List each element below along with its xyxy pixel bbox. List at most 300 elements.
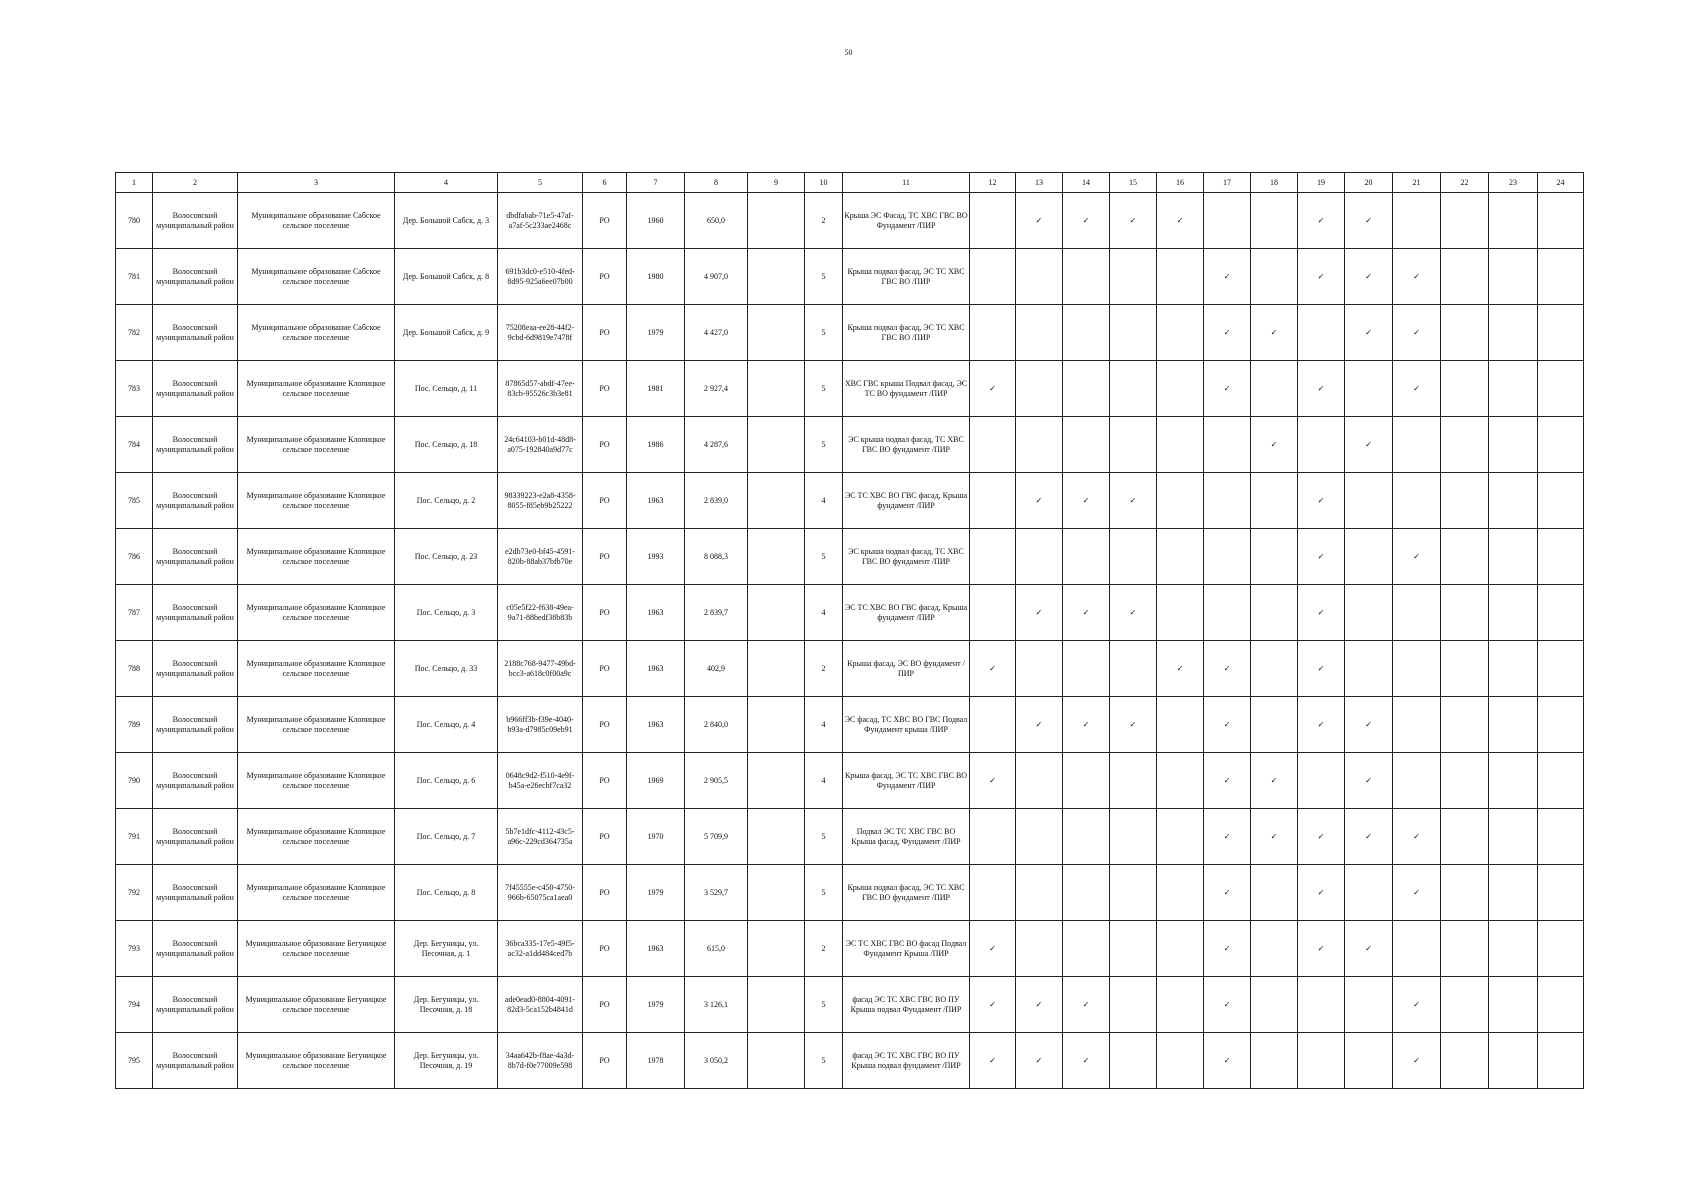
- check-mark-icon: ✓: [1063, 1033, 1110, 1089]
- floors-cell: 5: [805, 865, 843, 921]
- empty-cell: [1538, 305, 1584, 361]
- page-number: 50: [844, 48, 853, 57]
- empty-cell: [1063, 249, 1110, 305]
- empty-cell: [1345, 641, 1393, 697]
- check-mark-icon: ✓: [1298, 361, 1345, 417]
- check-mark-icon: ✓: [970, 1033, 1016, 1089]
- empty-cell: [1538, 361, 1584, 417]
- year-cell: 1986: [627, 417, 685, 473]
- district-cell: Волосовский муниципальный район: [153, 753, 238, 809]
- check-mark-icon: ✓: [1251, 305, 1298, 361]
- empty-cell: [1251, 921, 1298, 977]
- empty-cell: [1489, 865, 1538, 921]
- empty-cell: [1441, 473, 1489, 529]
- column-number: 20: [1345, 173, 1393, 193]
- empty-cell: [1441, 417, 1489, 473]
- district-cell: Волосовский муниципальный район: [153, 249, 238, 305]
- empty-cell: [1345, 473, 1393, 529]
- empty-cell: [1016, 305, 1063, 361]
- empty-cell: [970, 585, 1016, 641]
- type-cell: РО: [583, 193, 627, 249]
- table-row: [116, 865, 1584, 921]
- address-cell: Пос. Сельцо, д. 11: [395, 361, 498, 417]
- municipality-cell: Муниципальное образование Клопицкое сельское поселение: [238, 865, 395, 921]
- empty-cell: [1110, 305, 1157, 361]
- guid-cell: 2188c768-9477-49bd-bcc3-a618c0f00a9c: [498, 641, 583, 697]
- works-cell: фасад ЭС ТС ХВС ГВС ВО ПУ Крыша подвал фундамент /ПИР: [843, 1033, 970, 1089]
- empty-cell: [1157, 249, 1204, 305]
- year-cell: 1980: [627, 249, 685, 305]
- empty-cell: [1441, 1033, 1489, 1089]
- empty-cell: [1016, 361, 1063, 417]
- type-cell: РО: [583, 697, 627, 753]
- register-table: [115, 172, 1584, 1089]
- check-mark-icon: ✓: [1251, 753, 1298, 809]
- empty-cell: [1393, 473, 1441, 529]
- empty-cell: [1251, 529, 1298, 585]
- empty-cell: [1345, 977, 1393, 1033]
- empty-cell: [1489, 193, 1538, 249]
- table-row: [116, 753, 1584, 809]
- empty-cell: [1393, 193, 1441, 249]
- empty-cell: [1489, 753, 1538, 809]
- empty-cell: [1489, 417, 1538, 473]
- check-mark-icon: ✓: [1298, 865, 1345, 921]
- empty-cell: [1204, 529, 1251, 585]
- table-row: [116, 641, 1584, 697]
- empty-cell: [970, 529, 1016, 585]
- empty-cell: [970, 697, 1016, 753]
- address-cell: Дер. Большой Сабск, д. 9: [395, 305, 498, 361]
- empty-cell: [970, 193, 1016, 249]
- check-mark-icon: ✓: [1204, 697, 1251, 753]
- column-number: 21: [1393, 173, 1441, 193]
- works-cell: ЭС крыша подвал фасад, ТС ХВС ГВС ВО фундамент /ПИР: [843, 417, 970, 473]
- empty-cell: [1016, 529, 1063, 585]
- empty-cell: [1251, 641, 1298, 697]
- floors-cell: 4: [805, 473, 843, 529]
- check-mark-icon: ✓: [1204, 921, 1251, 977]
- check-mark-icon: ✓: [1157, 641, 1204, 697]
- address-cell: Пос. Сельцо, д. 18: [395, 417, 498, 473]
- empty-cell: [1489, 1033, 1538, 1089]
- district-cell: Волосовский муниципальный район: [153, 809, 238, 865]
- column-9-cell: [748, 585, 805, 641]
- area-cell: 3 126,1: [685, 977, 748, 1033]
- address-cell: Пос. Сельцо, д. 2: [395, 473, 498, 529]
- column-9-cell: [748, 417, 805, 473]
- works-cell: фасад ЭС ТС ХВС ГВС ВО ПУ Крыша подвал Фундамент /ПИР: [843, 977, 970, 1033]
- column-9-cell: [748, 249, 805, 305]
- municipality-cell: Муниципальное образование Клопицкое сельское поселение: [238, 697, 395, 753]
- municipality-cell: Муниципальное образование Сабское сельское поселение: [238, 249, 395, 305]
- address-cell: Пос. Сельцо, д. 6: [395, 753, 498, 809]
- empty-cell: [1110, 641, 1157, 697]
- empty-cell: [970, 865, 1016, 921]
- municipality-cell: Муниципальное образование Бегуницкое сельское поселение: [238, 1033, 395, 1089]
- empty-cell: [1298, 417, 1345, 473]
- floors-cell: 5: [805, 305, 843, 361]
- empty-cell: [1489, 361, 1538, 417]
- column-number: 24: [1538, 173, 1584, 193]
- check-mark-icon: ✓: [1345, 305, 1393, 361]
- guid-cell: 0648c9d2-f510-4e9f-b45a-e26ecbf7ca32: [498, 753, 583, 809]
- district-cell: Волосовский муниципальный район: [153, 417, 238, 473]
- district-cell: Волосовский муниципальный район: [153, 193, 238, 249]
- empty-cell: [1538, 529, 1584, 585]
- empty-cell: [1345, 1033, 1393, 1089]
- column-9-cell: [748, 977, 805, 1033]
- check-mark-icon: ✓: [1393, 1033, 1441, 1089]
- type-cell: РО: [583, 417, 627, 473]
- empty-cell: [1251, 977, 1298, 1033]
- type-cell: РО: [583, 1033, 627, 1089]
- empty-cell: [1441, 921, 1489, 977]
- type-cell: РО: [583, 529, 627, 585]
- municipality-cell: Муниципальное образование Клопицкое сельское поселение: [238, 809, 395, 865]
- column-9-cell: [748, 361, 805, 417]
- empty-cell: [1298, 977, 1345, 1033]
- empty-cell: [1538, 809, 1584, 865]
- type-cell: РО: [583, 361, 627, 417]
- floors-cell: 4: [805, 697, 843, 753]
- empty-cell: [1345, 361, 1393, 417]
- empty-cell: [1298, 305, 1345, 361]
- column-number: 16: [1157, 173, 1204, 193]
- empty-cell: [1110, 1033, 1157, 1089]
- empty-cell: [1016, 249, 1063, 305]
- empty-cell: [1063, 529, 1110, 585]
- check-mark-icon: ✓: [970, 361, 1016, 417]
- table-row: [116, 921, 1584, 977]
- check-mark-icon: ✓: [970, 977, 1016, 1033]
- check-mark-icon: ✓: [1298, 529, 1345, 585]
- guid-cell: 5b7e1dfc-4112-43c5-a96c-229cd364735a: [498, 809, 583, 865]
- column-number: 4: [395, 173, 498, 193]
- check-mark-icon: ✓: [1393, 809, 1441, 865]
- empty-cell: [1251, 585, 1298, 641]
- area-cell: 615,0: [685, 921, 748, 977]
- guid-cell: 36bca335-17e5-49f5-ac32-a1dd484ced7b: [498, 921, 583, 977]
- guid-cell: ade0ead0-8804-4091-82d3-5ca152b4841d: [498, 977, 583, 1033]
- year-cell: 1993: [627, 529, 685, 585]
- floors-cell: 5: [805, 1033, 843, 1089]
- district-cell: Волосовский муниципальный район: [153, 641, 238, 697]
- guid-cell: e2db73e0-bf45-4591-820b-88ab37bfb70e: [498, 529, 583, 585]
- column-number-row: [116, 173, 1584, 193]
- empty-cell: [1016, 417, 1063, 473]
- table-row: [116, 529, 1584, 585]
- empty-cell: [1489, 585, 1538, 641]
- table-row: [116, 305, 1584, 361]
- check-mark-icon: ✓: [1298, 641, 1345, 697]
- column-number: 19: [1298, 173, 1345, 193]
- municipality-cell: Муниципальное образование Клопицкое сельское поселение: [238, 529, 395, 585]
- floors-cell: 5: [805, 809, 843, 865]
- empty-cell: [1489, 977, 1538, 1033]
- empty-cell: [1157, 305, 1204, 361]
- empty-cell: [1538, 585, 1584, 641]
- column-9-cell: [748, 809, 805, 865]
- column-number: 5: [498, 173, 583, 193]
- check-mark-icon: ✓: [1063, 977, 1110, 1033]
- district-cell: Волосовский муниципальный район: [153, 1033, 238, 1089]
- floors-cell: 5: [805, 977, 843, 1033]
- row-number: 781: [116, 249, 153, 305]
- area-cell: 4 427,0: [685, 305, 748, 361]
- empty-cell: [1157, 529, 1204, 585]
- check-mark-icon: ✓: [1345, 249, 1393, 305]
- empty-cell: [970, 417, 1016, 473]
- check-mark-icon: ✓: [1016, 697, 1063, 753]
- empty-cell: [1489, 249, 1538, 305]
- area-cell: 4 287,6: [685, 417, 748, 473]
- address-cell: Дер. Большой Сабск, д. 8: [395, 249, 498, 305]
- empty-cell: [1489, 305, 1538, 361]
- empty-cell: [1441, 697, 1489, 753]
- empty-cell: [1441, 361, 1489, 417]
- floors-cell: 2: [805, 193, 843, 249]
- guid-cell: c05e5f22-f638-49ea-9a71-88bedf38b83b: [498, 585, 583, 641]
- table-row: [116, 977, 1584, 1033]
- column-number: 1: [116, 173, 153, 193]
- column-number: 17: [1204, 173, 1251, 193]
- column-9-cell: [748, 305, 805, 361]
- empty-cell: [1489, 641, 1538, 697]
- empty-cell: [1063, 865, 1110, 921]
- row-number: 793: [116, 921, 153, 977]
- empty-cell: [1157, 753, 1204, 809]
- row-number: 786: [116, 529, 153, 585]
- floors-cell: 5: [805, 417, 843, 473]
- empty-cell: [1110, 977, 1157, 1033]
- empty-cell: [1204, 417, 1251, 473]
- empty-cell: [1393, 753, 1441, 809]
- area-cell: 2 905,5: [685, 753, 748, 809]
- area-cell: 2 839,0: [685, 473, 748, 529]
- check-mark-icon: ✓: [1204, 249, 1251, 305]
- column-number: 9: [748, 173, 805, 193]
- empty-cell: [1393, 417, 1441, 473]
- check-mark-icon: ✓: [1298, 921, 1345, 977]
- column-number: 22: [1441, 173, 1489, 193]
- table-row: [116, 417, 1584, 473]
- empty-cell: [1063, 305, 1110, 361]
- floors-cell: 5: [805, 529, 843, 585]
- check-mark-icon: ✓: [1298, 193, 1345, 249]
- empty-cell: [1016, 753, 1063, 809]
- district-cell: Волосовский муниципальный район: [153, 865, 238, 921]
- empty-cell: [1441, 809, 1489, 865]
- municipality-cell: Муниципальное образование Сабское сельское поселение: [238, 305, 395, 361]
- district-cell: Волосовский муниципальный район: [153, 529, 238, 585]
- empty-cell: [1251, 249, 1298, 305]
- guid-cell: 691b3dc0-e510-4fed-8d95-925a6ee07b00: [498, 249, 583, 305]
- works-cell: Крыша фасад, ЭС ВО фундамент /ПИР: [843, 641, 970, 697]
- empty-cell: [1538, 865, 1584, 921]
- check-mark-icon: ✓: [1110, 585, 1157, 641]
- year-cell: 1979: [627, 305, 685, 361]
- works-cell: ЭС ТС ХВС ГВС ВО фасад Подвал Фундамент Крыша /ПИР: [843, 921, 970, 977]
- empty-cell: [1063, 809, 1110, 865]
- check-mark-icon: ✓: [1393, 865, 1441, 921]
- check-mark-icon: ✓: [970, 641, 1016, 697]
- column-number: 6: [583, 173, 627, 193]
- floors-cell: 5: [805, 249, 843, 305]
- year-cell: 1979: [627, 865, 685, 921]
- empty-cell: [1441, 865, 1489, 921]
- row-number: 780: [116, 193, 153, 249]
- check-mark-icon: ✓: [1204, 865, 1251, 921]
- table-row: [116, 809, 1584, 865]
- empty-cell: [1441, 641, 1489, 697]
- empty-cell: [970, 473, 1016, 529]
- row-number: 794: [116, 977, 153, 1033]
- empty-cell: [1251, 473, 1298, 529]
- empty-cell: [1538, 753, 1584, 809]
- column-number: 8: [685, 173, 748, 193]
- table-row: [116, 193, 1584, 249]
- check-mark-icon: ✓: [1016, 193, 1063, 249]
- check-mark-icon: ✓: [1204, 305, 1251, 361]
- empty-cell: [1298, 1033, 1345, 1089]
- check-mark-icon: ✓: [1204, 977, 1251, 1033]
- guid-cell: b966ff3b-f39e-4040-b93a-d7985c09eb91: [498, 697, 583, 753]
- works-cell: ЭС ТС ХВС ВО ГВС фасад, Крыша фундамент /ПИР: [843, 473, 970, 529]
- column-9-cell: [748, 529, 805, 585]
- check-mark-icon: ✓: [1204, 809, 1251, 865]
- column-number: 18: [1251, 173, 1298, 193]
- address-cell: Дер. Бегуницы, ул. Песочная, д. 1: [395, 921, 498, 977]
- district-cell: Волосовский муниципальный район: [153, 361, 238, 417]
- year-cell: 1963: [627, 921, 685, 977]
- table-body: [116, 173, 1584, 1089]
- year-cell: 1979: [627, 977, 685, 1033]
- empty-cell: [1157, 473, 1204, 529]
- row-number: 790: [116, 753, 153, 809]
- empty-cell: [1204, 193, 1251, 249]
- check-mark-icon: ✓: [1345, 417, 1393, 473]
- area-cell: 2 927,4: [685, 361, 748, 417]
- district-cell: Волосовский муниципальный район: [153, 473, 238, 529]
- empty-cell: [1110, 753, 1157, 809]
- area-cell: 402,9: [685, 641, 748, 697]
- empty-cell: [1157, 361, 1204, 417]
- empty-cell: [1110, 361, 1157, 417]
- empty-cell: [1157, 1033, 1204, 1089]
- column-9-cell: [748, 921, 805, 977]
- check-mark-icon: ✓: [1393, 361, 1441, 417]
- column-number: 14: [1063, 173, 1110, 193]
- area-cell: 4 907,0: [685, 249, 748, 305]
- empty-cell: [1016, 641, 1063, 697]
- type-cell: РО: [583, 473, 627, 529]
- empty-cell: [1016, 865, 1063, 921]
- table-row: [116, 585, 1584, 641]
- empty-cell: [1110, 865, 1157, 921]
- guid-cell: 24c64103-b01d-48d8-a075-192840a9d77c: [498, 417, 583, 473]
- check-mark-icon: ✓: [1298, 249, 1345, 305]
- empty-cell: [1489, 921, 1538, 977]
- row-number: 791: [116, 809, 153, 865]
- address-cell: Дер. Бегуницы, ул. Песочная, д. 18: [395, 977, 498, 1033]
- check-mark-icon: ✓: [1345, 921, 1393, 977]
- empty-cell: [1204, 473, 1251, 529]
- check-mark-icon: ✓: [1110, 473, 1157, 529]
- check-mark-icon: ✓: [1204, 1033, 1251, 1089]
- municipality-cell: Муниципальное образование Бегуницкое сельское поселение: [238, 921, 395, 977]
- guid-cell: 87865d57-abdf-47ee-83cb-95526c3b3e81: [498, 361, 583, 417]
- check-mark-icon: ✓: [1345, 697, 1393, 753]
- empty-cell: [1016, 809, 1063, 865]
- empty-cell: [1204, 585, 1251, 641]
- row-number: 789: [116, 697, 153, 753]
- row-number: 785: [116, 473, 153, 529]
- column-number: 11: [843, 173, 970, 193]
- municipality-cell: Муниципальное образование Бегуницкое сельское поселение: [238, 977, 395, 1033]
- guid-cell: 75208eaa-ee28-44f2-9cbd-6d9819e7478f: [498, 305, 583, 361]
- empty-cell: [1157, 921, 1204, 977]
- year-cell: 1960: [627, 193, 685, 249]
- check-mark-icon: ✓: [1298, 809, 1345, 865]
- empty-cell: [1538, 249, 1584, 305]
- empty-cell: [1251, 361, 1298, 417]
- check-mark-icon: ✓: [1251, 417, 1298, 473]
- check-mark-icon: ✓: [1110, 193, 1157, 249]
- area-cell: 650,0: [685, 193, 748, 249]
- empty-cell: [1393, 697, 1441, 753]
- column-9-cell: [748, 193, 805, 249]
- works-cell: Подвал ЭС ТС ХВС ГВС ВО Крыша фасад, Фундамент /ПИР: [843, 809, 970, 865]
- row-number: 795: [116, 1033, 153, 1089]
- address-cell: Пос. Сельцо, д. 23: [395, 529, 498, 585]
- empty-cell: [1157, 585, 1204, 641]
- table-row: [116, 249, 1584, 305]
- empty-cell: [1393, 921, 1441, 977]
- check-mark-icon: ✓: [1345, 193, 1393, 249]
- empty-cell: [1063, 361, 1110, 417]
- column-number: 12: [970, 173, 1016, 193]
- empty-cell: [1251, 193, 1298, 249]
- type-cell: РО: [583, 753, 627, 809]
- area-cell: 3 529,7: [685, 865, 748, 921]
- check-mark-icon: ✓: [1204, 641, 1251, 697]
- type-cell: РО: [583, 585, 627, 641]
- empty-cell: [1251, 1033, 1298, 1089]
- check-mark-icon: ✓: [1204, 361, 1251, 417]
- area-cell: 2 839,7: [685, 585, 748, 641]
- column-number: 7: [627, 173, 685, 193]
- check-mark-icon: ✓: [1298, 585, 1345, 641]
- column-number: 10: [805, 173, 843, 193]
- type-cell: РО: [583, 641, 627, 697]
- empty-cell: [1441, 977, 1489, 1033]
- row-number: 783: [116, 361, 153, 417]
- empty-cell: [1441, 585, 1489, 641]
- check-mark-icon: ✓: [970, 753, 1016, 809]
- check-mark-icon: ✓: [1016, 977, 1063, 1033]
- empty-cell: [1110, 809, 1157, 865]
- empty-cell: [1538, 1033, 1584, 1089]
- empty-cell: [1298, 753, 1345, 809]
- check-mark-icon: ✓: [1157, 193, 1204, 249]
- check-mark-icon: ✓: [1016, 473, 1063, 529]
- check-mark-icon: ✓: [1063, 473, 1110, 529]
- row-number: 787: [116, 585, 153, 641]
- area-cell: 5 709,9: [685, 809, 748, 865]
- check-mark-icon: ✓: [1298, 697, 1345, 753]
- empty-cell: [1063, 417, 1110, 473]
